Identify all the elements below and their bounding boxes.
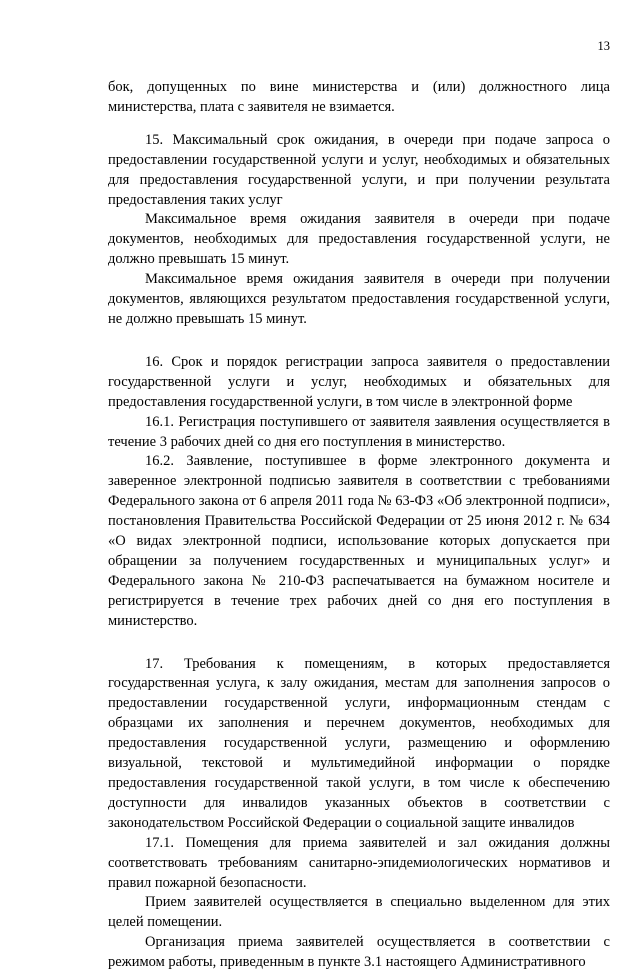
section-15-heading: 15. Максимальный срок ожидания, в очереди при подаче запроса о предоставлении государственной услуги и услуг, необходимых и обязательных для предоставления государственной услуги, и при получении результата предоставления таких услуг (108, 131, 610, 208)
paragraph-continuation: бок, допущенных по вине министерства и (или) должностного лица министерства, плата с заявителя не взимается. (108, 79, 610, 115)
paragraph: 16.2. Заявление, поступившее в форме электронного документа и заверенное электронной подписью заявителя в соответствии с требованиями Федерального закона от 6 апреля 2011 года № 63-ФЗ «Об электронной подписи», постановления Правительства Российской Федерации от 25 июня 2012 г. № 634 «О видах электронной подписи, использование которых допускается при обращении за получением государственных и муниципальных услуг» и Федерального закона № 210-ФЗ распечатывается на бумажном носителе и регистрируется в течение трех рабочих дней со дня его поступления в министерство. (108, 453, 610, 629)
document-body (108, 78, 610, 973)
paragraph: 16.1. Регистрация поступившего от заявителя заявления осуществляется в течение 3 рабочих дней со дня его поступления в министерство. (108, 413, 610, 450)
paragraph: Прием заявителей осуществляется в специально выделенном для этих целей помещении. (108, 894, 610, 931)
paragraph: Максимальное время ожидания заявителя в очереди при подаче документов, необходимых для предоставления государственной услуги, не должно превышать 15 минут. (108, 211, 610, 268)
page-number: 13 (597, 39, 610, 53)
paragraph: Максимальное время ожидания заявителя в очереди при получении документов, являющихся результатом предоставления государственной услуги, не должно превышать 15 минут. (108, 271, 610, 327)
paragraph: 17.1. Помещения для приема заявителей и зал ожидания должны соответствовать требованиям санитарно-эпидемиологических нормативов и правил пожарной безопасности. (108, 834, 610, 891)
section-17-heading: 17. Требования к помещениям, в которых предоставляется государственная услуга, к залу ожидания, местам для заполнения запросов о предоставлении государственной услуги, информационным стендам с образцами их заполнения и перечнем документов, необходимых для предоставления государственной услуги, размещению и оформлению визуальной, текстовой и мультимедийной информации о порядке предоставления государственной такой услуги, в том числе к обеспечению доступности для инвалидов указанных объектов в соответствии с законодательством Российской Федерации о социальной защите инвалидов (108, 655, 610, 831)
section-16-heading: 16. Срок и порядок регистрации запроса заявителя о предоставлении государственной услуги и услуг, необходимых и обязательных для предоставления государственной услуги, в том числе в электронной форме (108, 353, 610, 410)
paragraph: Организация приема заявителей осуществляется в соответствии с режимом работы, приведенным в пункте 3.1 настоящего Административного (108, 934, 610, 971)
